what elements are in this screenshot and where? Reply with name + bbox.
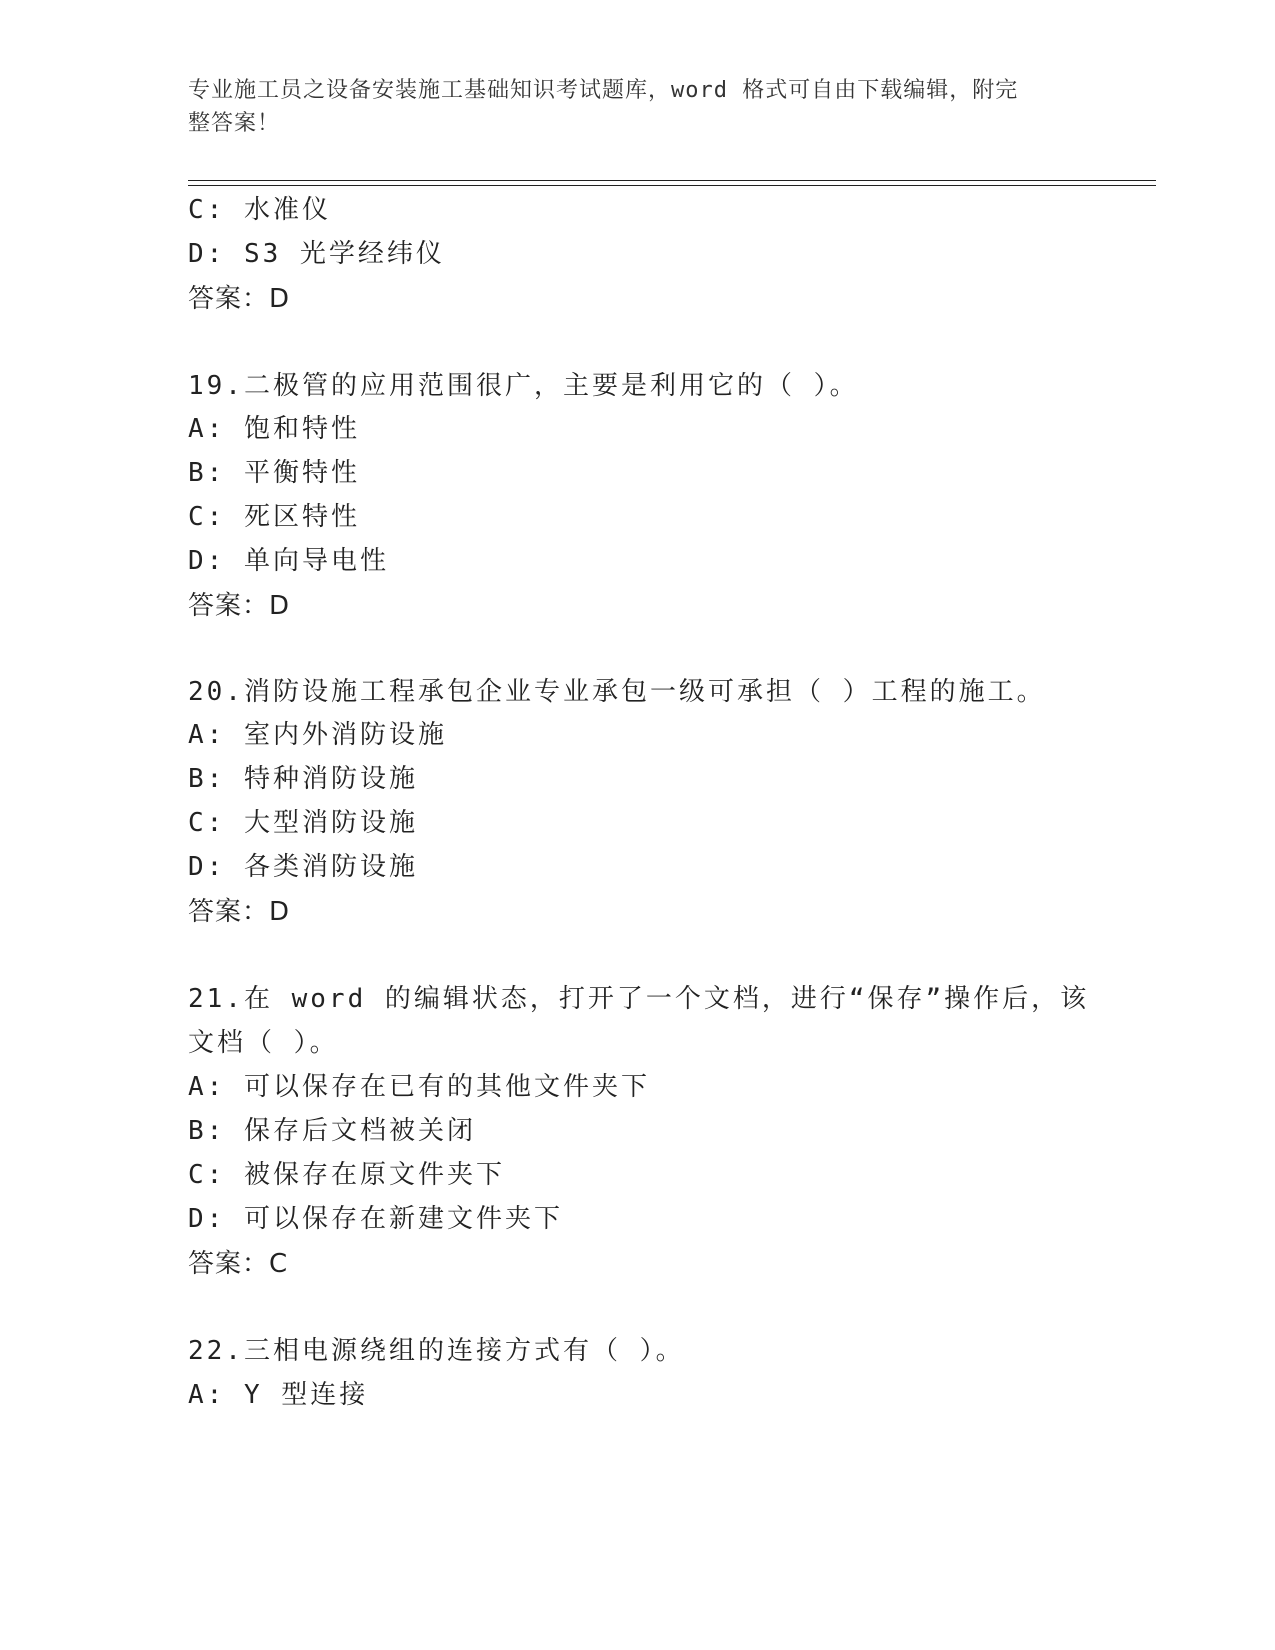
answer: 答案：D [188,591,291,621]
document-header [188,74,1068,140]
option-d: D: 单向导电性 [188,546,389,576]
header-divider [188,185,1156,186]
header-divider [188,180,1156,181]
option-a: A: 可以保存在已有的其他文件夹下 [188,1072,650,1102]
option-d: D: 可以保存在新建文件夹下 [188,1204,563,1234]
option-d: D: S3 光学经纬仪 [188,239,445,269]
option-b: B: 特种消防设施 [188,764,418,794]
answer: 答案：C [188,1249,289,1279]
question-stem: 21.在 word 的编辑状态，打开了一个文档，进行“保存”操作后，该 [188,984,1090,1014]
option-c: C: 被保存在原文件夹下 [188,1160,505,1190]
question-stem: 19.二极管的应用范围很广，主要是利用它的（ ）。 [188,371,859,401]
answer: 答案：D [188,897,291,927]
option-c: C: 大型消防设施 [188,808,418,838]
answer: 答案：D [188,284,291,314]
question-stem: 20.消防设施工程承包企业专业承包一级可承担（ ）工程的施工。 [188,677,1046,707]
option-a: A: 室内外消防设施 [188,720,447,750]
option-b: B: 平衡特性 [188,458,360,488]
header-line: 整答案！ [188,111,281,136]
option-c: C: 水准仪 [188,195,331,225]
option-b: B: 保存后文档被关闭 [188,1116,476,1146]
question-stem: 文档（ ）。 [188,1028,339,1058]
option-a: A: 饱和特性 [188,414,360,444]
option-a: A: Y 型连接 [188,1380,369,1410]
question-stem: 22.三相电源绕组的连接方式有（ ）。 [188,1336,685,1366]
option-d: D: 各类消防设施 [188,852,418,882]
option-c: C: 死区特性 [188,502,360,532]
header-line: 专业施工员之设备安装施工基础知识考试题库，word 格式可自由下载编辑，附完 [188,78,1019,103]
